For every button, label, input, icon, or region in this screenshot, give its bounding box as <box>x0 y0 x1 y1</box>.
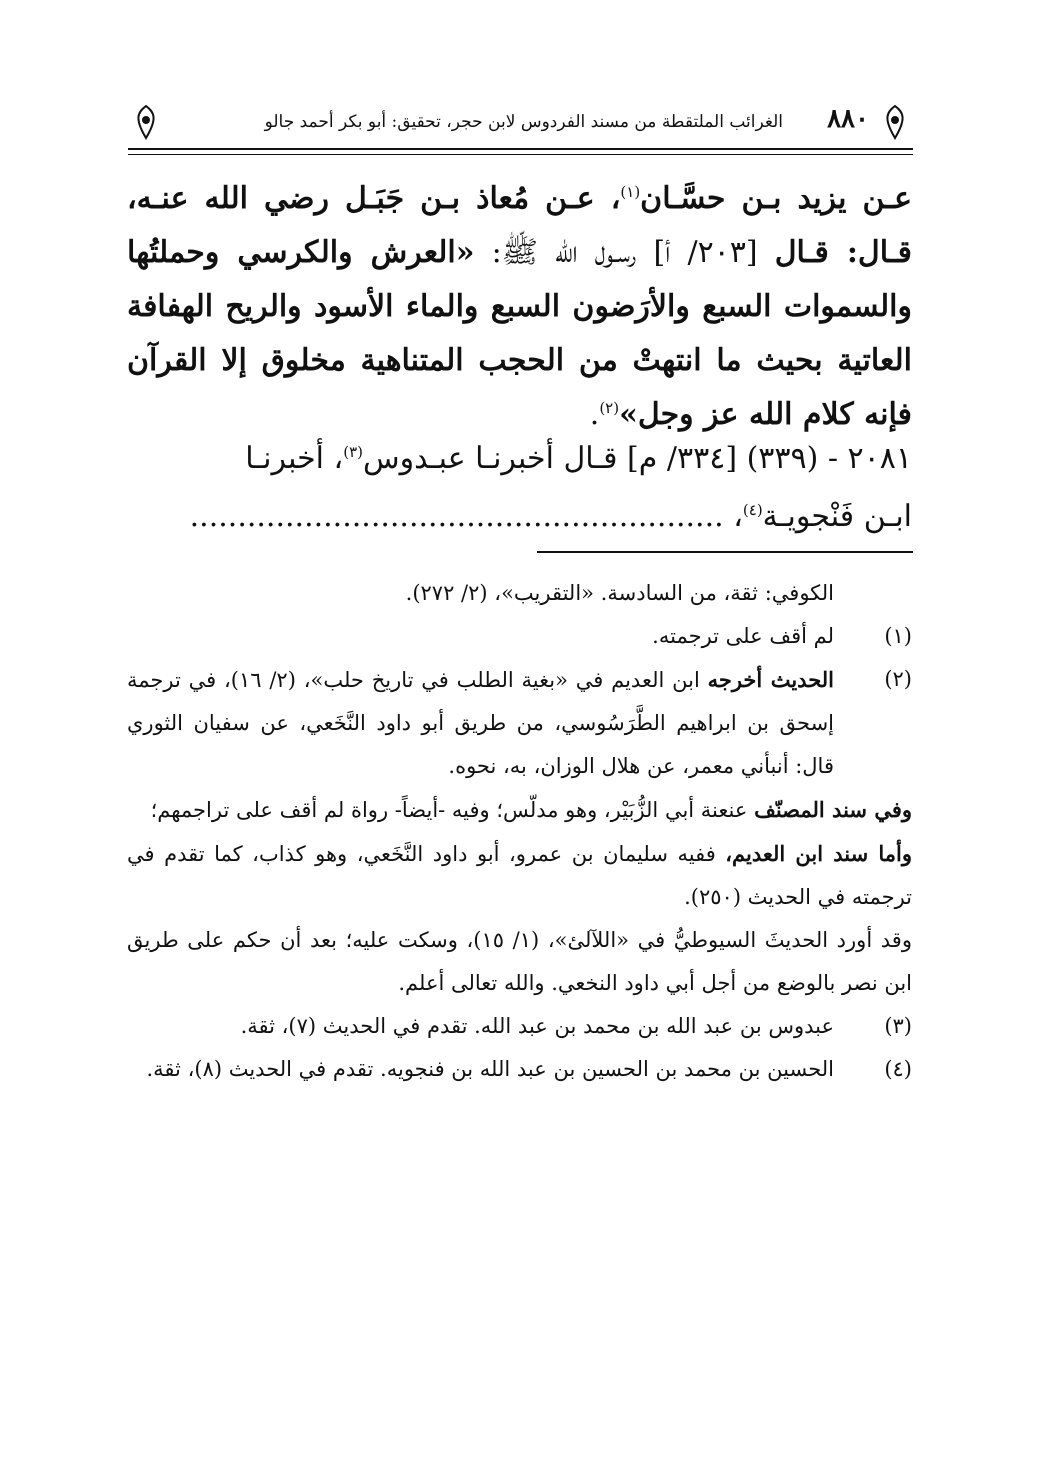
footnote-body: ففيه سليمان بن عمرو، أبو داود النَّخَعي، وهو كذاب، كما تقدم في ترجمته في الحديث (٢٥٠). <box>127 842 912 909</box>
footnote-number: (٣) <box>884 1014 912 1038</box>
footnote-separator <box>537 551 913 553</box>
main-text-3: [٢٠٣/ أ] رسـول الله ﷺ: <box>474 235 758 270</box>
hadith-line-2 <box>127 488 912 546</box>
main-text-1: عـن يزيد بـن حسَّـان <box>640 181 912 216</box>
footnote-2-para-2 <box>127 788 912 832</box>
footnote-4 <box>127 1048 912 1091</box>
main-text-2: ، عـن مُعاذ بـن جَبَـل رضي الله عنـه، قـال: قـال <box>127 181 912 270</box>
footnote-bold: وفي سند المصنّف <box>754 797 912 822</box>
hadith-text-4: ، <box>723 499 743 534</box>
footnote-ref: (٣) <box>343 443 364 461</box>
footnote-ref: (٢) <box>599 399 620 417</box>
header-rule-thin <box>128 154 913 155</box>
footnote-2-para-4: وقد أورد الحديثَ السيوطيُّ في «اللآلئ»، (١/ ١٥)، وسكت عليه؛ بعد أن حكم على طريق ابن نصر بالوضع من أجل أبي داود النخعي. والله تعالى أعلم. <box>127 928 912 995</box>
footnote-text: الحسين بن محمد بن الحسين بن عبد الله بن فنجويه. تقدم في الحديث (٨)، ثقة. <box>146 1057 834 1081</box>
footnote-number: (٤) <box>884 1057 912 1081</box>
ornament-icon <box>128 104 164 140</box>
main-paragraph <box>127 172 912 442</box>
footnote-text: عبدوس بن عبد الله بن محمد بن عبد الله. تقدم في الحديث (٧)، ثقة. <box>240 1014 834 1038</box>
prophetic-text: «العرش والكرسي وحملتُها والسموات السبع والأرَضون السبع والماء الأسود والريح الهفافة العاتية بحيث ما انتهتْ من الحجب المتناهية مخلوق إلا القرآن فإنه كلام الله عز وجل» <box>127 235 912 432</box>
main-text-end: . <box>589 397 600 432</box>
footnote-1 <box>127 615 912 658</box>
footnote-body: ابن العديم في «بغية الطلب في تاريخ حلب»، (٢/ ١٦)، في ترجمة إسحق بن ابراهيم الطَّرَسُوسي، من طريق أبو داود النَّخَعي، عن سفيان الثوري قال: أنبأني معمر، عن هلال الوزان، به، نحوه. <box>127 668 834 778</box>
footnote-bold: الحديث أخرجه <box>707 667 834 692</box>
hadith-line-1 <box>127 430 912 488</box>
footnote-2 <box>127 658 912 788</box>
header-rule <box>128 148 913 150</box>
footnote-3 <box>127 1005 912 1048</box>
hadith-text-2: ، أخبرنـا <box>245 441 344 476</box>
footnotes <box>127 572 912 1091</box>
footnote-ref: (١) <box>620 183 641 201</box>
ellipsis-dots: ........................................................ <box>189 499 724 534</box>
footnote-text <box>127 658 834 788</box>
footnote-2-para-3 <box>127 832 912 919</box>
footnote-number: (٢) <box>884 667 912 691</box>
footnote-number: (١) <box>884 624 912 648</box>
ornament-icon <box>877 104 913 140</box>
footnote-body: عنعنة أبي الزُّبَيْر، وهو مدلّس؛ وفيه -أيضاً- رواة لم أقف على تراجمهم؛ <box>150 798 755 822</box>
main-text <box>127 172 912 442</box>
hadith-text-1: ٢٠٨١ - (٣٣٩) [٣٣٤/ م] قـال أخبرنـا عبـدوس <box>363 441 912 476</box>
hadith-entry <box>127 430 912 546</box>
running-title: الغرائب الملتقطة من مسند الفردوس لابن حجر، تحقيق: أبو بكر أحمد جالو <box>264 112 783 132</box>
hadith-text-3: ابـن فَنْجويـة <box>762 499 912 534</box>
footnote-continuation: الكوفي: ثقة، من السادسة. «التقريب»، (٢/ ٢٧٢). <box>405 581 834 605</box>
footnote-text: لم أقف على ترجمته. <box>652 624 834 648</box>
footnote-bold: وأما سند ابن العديم، <box>725 841 912 866</box>
page-header <box>128 100 913 150</box>
footnote-ref: (٤) <box>742 501 763 519</box>
page-number: ٨٨٠ <box>827 104 869 134</box>
